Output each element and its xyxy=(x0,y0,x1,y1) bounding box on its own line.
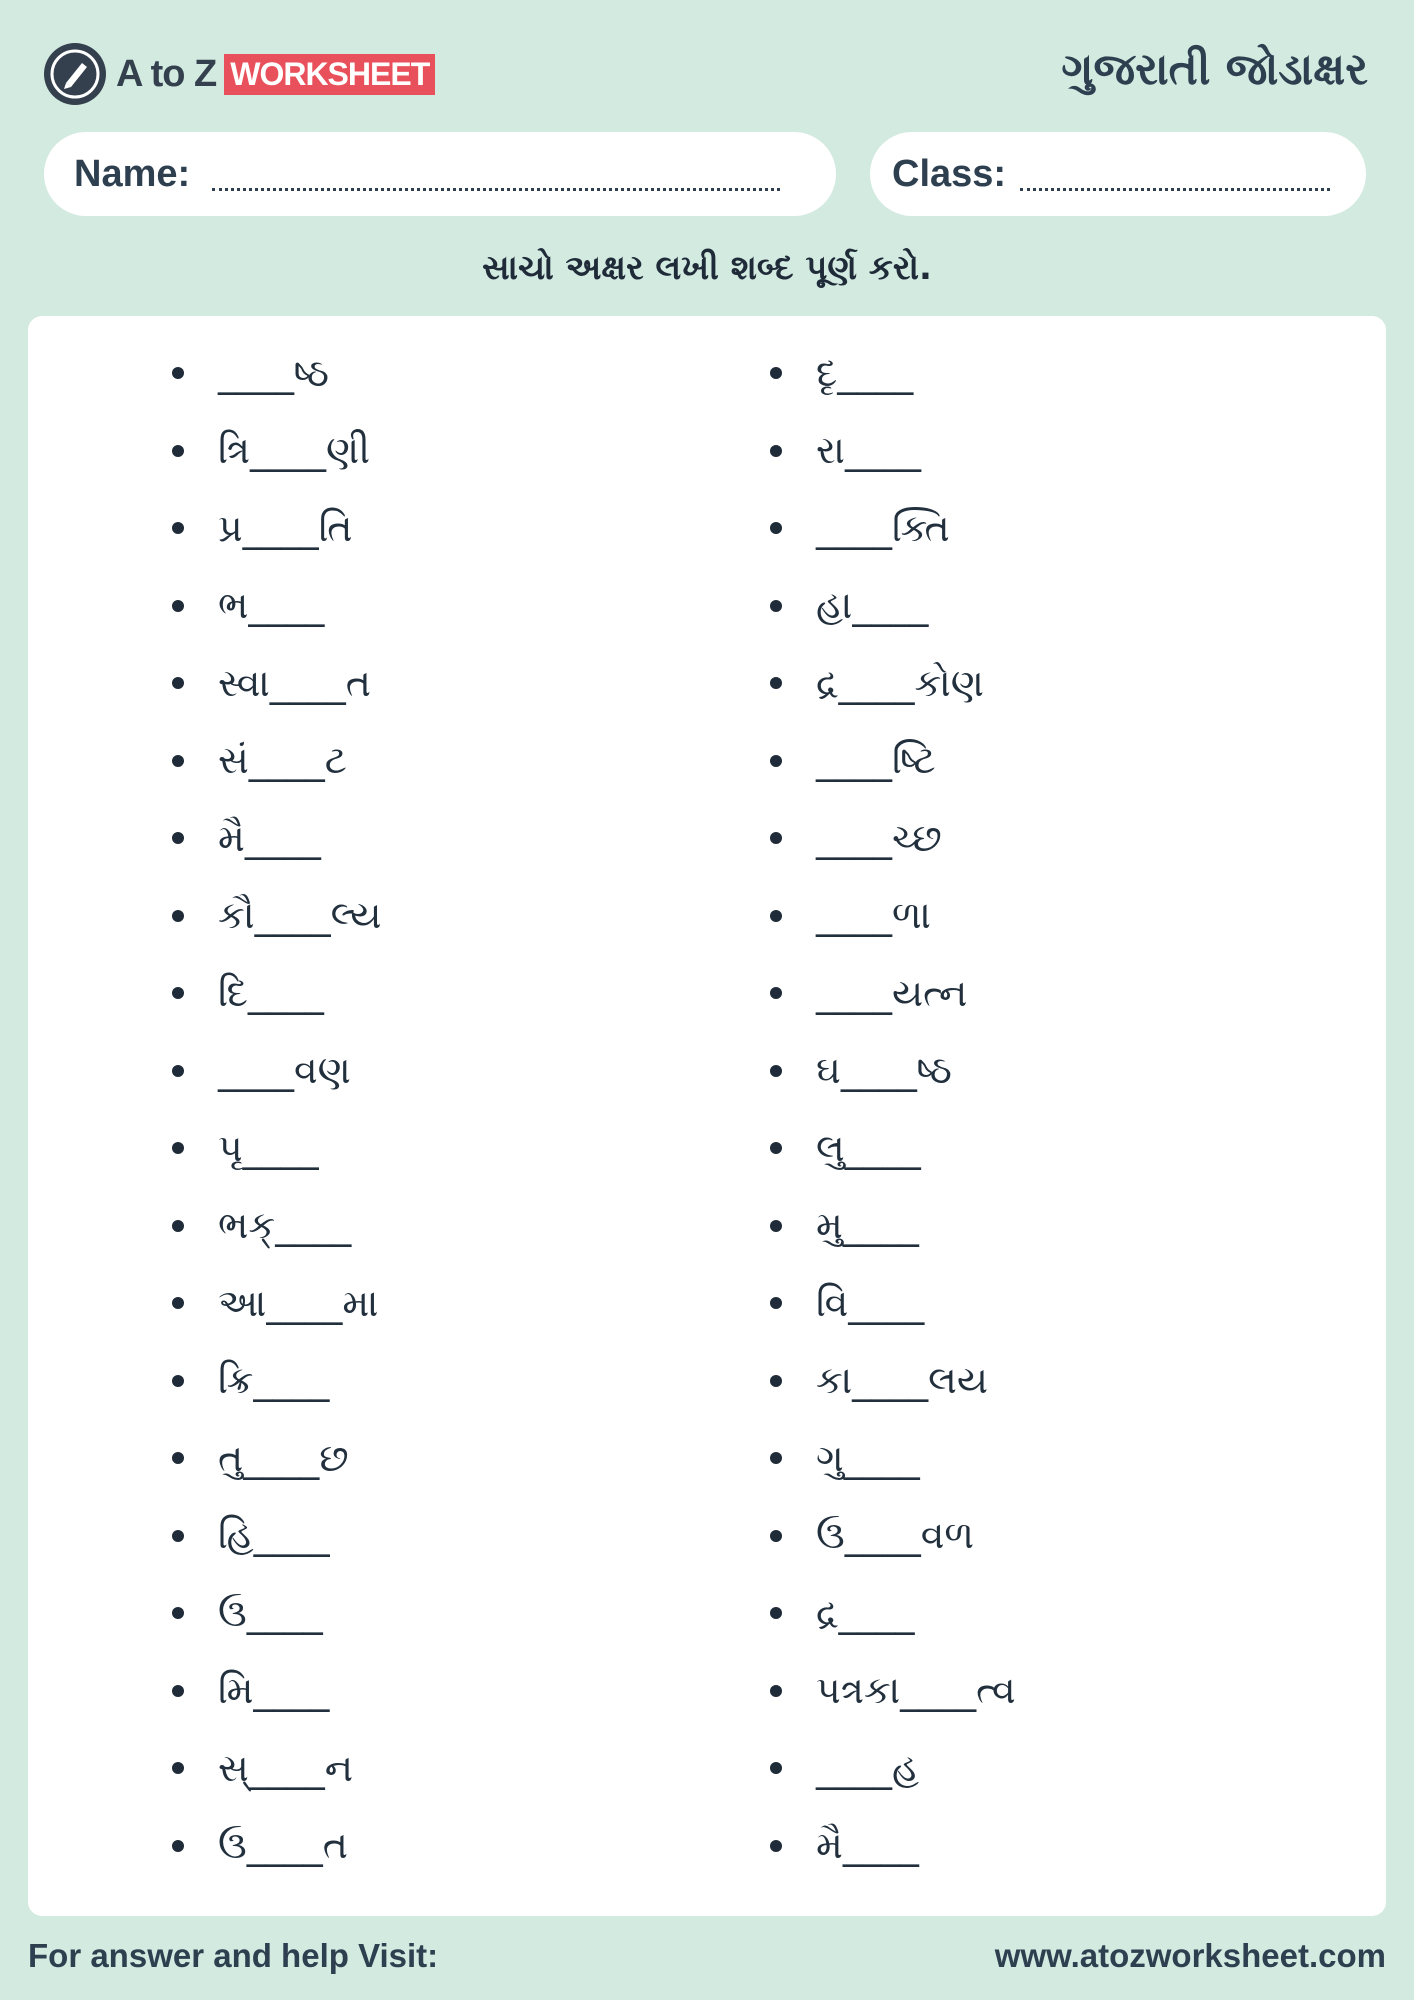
exercise-word: દ્ર____ xyxy=(816,1590,915,1635)
exercise-word: ____હ xyxy=(816,1745,920,1790)
exercise-item[interactable] xyxy=(172,416,370,486)
bullet-icon xyxy=(172,367,184,379)
bullet-icon xyxy=(172,1297,184,1309)
exercise-item[interactable] xyxy=(172,881,381,951)
exercise-item[interactable] xyxy=(172,1346,329,1416)
bullet-icon xyxy=(770,755,782,767)
bullet-icon xyxy=(770,1840,782,1852)
bullet-icon xyxy=(172,445,184,457)
exercise-word: હિ____ xyxy=(218,1513,330,1557)
exercise-word: હા____ xyxy=(816,583,929,627)
exercise-word: ઘ____ષ્ઠ xyxy=(816,1048,952,1092)
class-dotted-line xyxy=(1020,158,1330,191)
exercise-item[interactable] xyxy=(770,726,936,796)
bullet-icon xyxy=(172,1065,184,1077)
exercise-word: ભ____ xyxy=(218,583,325,627)
bullet-icon xyxy=(770,1220,782,1232)
bullet-icon xyxy=(770,1065,782,1077)
exercise-item[interactable] xyxy=(770,1346,988,1416)
exercise-item[interactable] xyxy=(770,338,913,408)
bullet-icon xyxy=(172,1375,184,1387)
exercise-item[interactable] xyxy=(770,1191,919,1261)
exercise-word: વિ____ xyxy=(816,1280,925,1325)
exercise-item[interactable] xyxy=(770,1578,914,1648)
bullet-icon xyxy=(172,832,184,844)
exercise-word: ____ષ્ઠ xyxy=(218,350,330,395)
exercise-word: દ્ર____કોણ xyxy=(816,660,984,705)
exercise-word: ક્રિ____ xyxy=(218,1358,330,1402)
exercise-item[interactable] xyxy=(172,1733,353,1803)
bullet-icon xyxy=(172,1142,184,1154)
exercise-word: કા____લય xyxy=(816,1358,988,1402)
logo-badge: WORKSHEET xyxy=(224,54,435,95)
pencil-icon xyxy=(44,43,106,105)
bullet-icon xyxy=(172,1452,184,1464)
brand-logo xyxy=(44,42,435,106)
bullet-icon xyxy=(770,600,782,612)
exercise-word: લુ____ xyxy=(816,1125,921,1170)
bullet-icon xyxy=(770,367,782,379)
bullet-icon xyxy=(172,987,184,999)
exercise-item[interactable] xyxy=(172,803,321,873)
class-label: Class: xyxy=(892,152,1007,195)
exercise-item[interactable] xyxy=(770,1268,924,1338)
exercise-word: દૃ____ xyxy=(816,350,914,395)
exercise-item[interactable] xyxy=(770,1733,919,1803)
exercise-item[interactable] xyxy=(172,1656,329,1726)
bullet-icon xyxy=(770,677,782,689)
exercise-item[interactable] xyxy=(172,726,347,796)
exercise-word: આ____મા xyxy=(218,1280,379,1325)
logo-text: A to Z xyxy=(116,52,217,95)
exercise-word: પૃ____ xyxy=(218,1125,319,1170)
bullet-icon xyxy=(172,1530,184,1542)
exercise-word: મૈ____ xyxy=(816,1823,919,1867)
exercise-word: ભક્____ xyxy=(218,1203,352,1247)
exercise-item[interactable] xyxy=(172,338,329,408)
exercise-item[interactable] xyxy=(770,416,921,486)
exercise-item[interactable] xyxy=(770,493,950,563)
exercise-item[interactable] xyxy=(172,1423,349,1493)
exercise-word: ____વણ xyxy=(218,1048,351,1092)
exercise-word: ____ક્તિ xyxy=(816,505,950,550)
exercise-word: ____ળા xyxy=(816,893,931,937)
exercise-word: ____ષ્ટિ xyxy=(816,738,936,782)
footer-help-text: For answer and help Visit: xyxy=(28,1937,439,1974)
exercise-word: મૈ____ xyxy=(218,815,321,860)
exercise-word: રા____ xyxy=(816,428,921,472)
exercise-word: સં____ટ xyxy=(218,738,347,782)
page-title: ગુજરાતી જોડાક્ષર xyxy=(1061,44,1368,95)
exercise-word: ઉ____ xyxy=(218,1590,323,1635)
bullet-icon xyxy=(770,1297,782,1309)
bullet-icon xyxy=(770,910,782,922)
bullet-icon xyxy=(770,1452,782,1464)
exercise-word: સ્____ન xyxy=(218,1745,354,1790)
exercise-item[interactable] xyxy=(172,571,324,641)
exercise-item[interactable] xyxy=(770,1423,920,1493)
exercise-word: ગુ____ xyxy=(816,1435,920,1480)
bullet-icon xyxy=(172,910,184,922)
exercise-item[interactable] xyxy=(770,1036,952,1106)
exercise-item[interactable] xyxy=(172,493,352,563)
bullet-icon xyxy=(770,1685,782,1697)
exercise-word: ઉ____વળ xyxy=(816,1513,975,1557)
exercise-item[interactable] xyxy=(172,1191,351,1261)
exercise-item[interactable] xyxy=(172,958,324,1028)
name-dotted-line xyxy=(212,158,780,191)
exercise-item[interactable] xyxy=(770,1811,919,1881)
exercise-word: ____ચ્છ xyxy=(816,815,942,860)
exercise-word: સ્વા____ત xyxy=(218,660,371,705)
bullet-icon xyxy=(172,522,184,534)
exercise-word: ____યત્ન xyxy=(816,970,968,1015)
bullet-icon xyxy=(172,1685,184,1697)
exercise-word: કૌ____લ્ય xyxy=(218,893,382,937)
instruction: સાચો અક્ષર લખી શબ્દ પૂર્ણ કરો. xyxy=(482,248,932,288)
exercise-item[interactable] xyxy=(172,1501,330,1571)
exercise-item[interactable] xyxy=(770,881,931,951)
bullet-icon xyxy=(770,1530,782,1542)
bullet-icon xyxy=(172,677,184,689)
exercise-word: દિ____ xyxy=(218,970,324,1015)
exercise-item[interactable] xyxy=(770,1113,921,1183)
footer-website-link[interactable]: www.atozworksheet.com xyxy=(994,1937,1386,1974)
exercise-item[interactable] xyxy=(172,1113,319,1183)
exercise-item[interactable] xyxy=(770,803,942,873)
exercise-item[interactable] xyxy=(770,648,984,718)
exercise-word: પત્રકા____ત્વ xyxy=(816,1668,1016,1712)
bullet-icon xyxy=(770,522,782,534)
class-field[interactable] xyxy=(870,132,1366,216)
exercise-item[interactable] xyxy=(770,958,967,1028)
name-label: Name: xyxy=(74,152,191,195)
exercise-item[interactable] xyxy=(770,571,928,641)
exercise-item[interactable] xyxy=(172,1036,351,1106)
bullet-icon xyxy=(770,832,782,844)
bullet-icon xyxy=(770,1142,782,1154)
exercise-word: મુ____ xyxy=(816,1203,919,1247)
exercise-item[interactable] xyxy=(172,648,371,718)
exercise-item[interactable] xyxy=(770,1656,1016,1726)
bullet-icon xyxy=(172,1220,184,1232)
bullet-icon xyxy=(770,1375,782,1387)
bullet-icon xyxy=(770,1607,782,1619)
exercise-word: મિ____ xyxy=(218,1668,330,1712)
name-field[interactable] xyxy=(44,132,836,216)
exercise-item[interactable] xyxy=(172,1268,378,1338)
exercise-item[interactable] xyxy=(770,1501,974,1571)
exercise-word: તુ____છ xyxy=(218,1435,349,1480)
exercise-word: પ્ર____તિ xyxy=(218,505,353,550)
exercise-word: ઉ____ત xyxy=(218,1823,348,1867)
bullet-icon xyxy=(172,1840,184,1852)
bullet-icon xyxy=(172,600,184,612)
bullet-icon xyxy=(172,755,184,767)
bullet-icon xyxy=(770,445,782,457)
bullet-icon xyxy=(770,987,782,999)
bullet-icon xyxy=(770,1762,782,1774)
bullet-icon xyxy=(172,1762,184,1774)
exercise-item[interactable] xyxy=(172,1578,323,1648)
exercise-word: ત્રિ____ણી xyxy=(218,428,370,472)
exercise-card xyxy=(28,316,1386,1916)
bullet-icon xyxy=(172,1607,184,1619)
exercise-item[interactable] xyxy=(172,1811,348,1881)
